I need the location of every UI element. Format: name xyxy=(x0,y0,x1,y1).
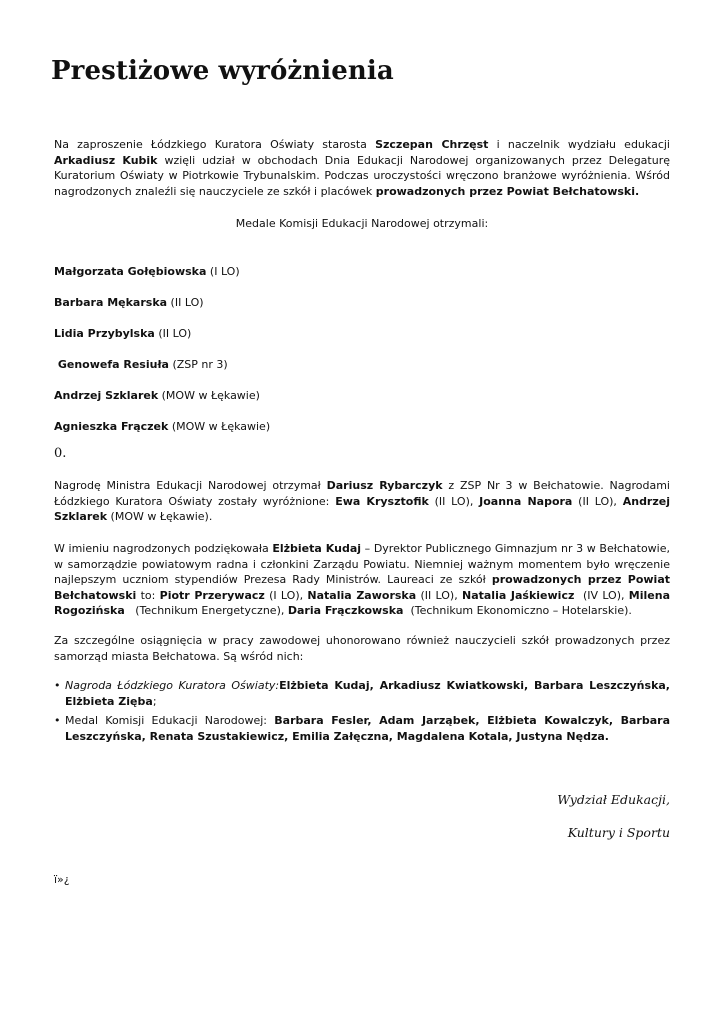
person-name: Andrzej Szklarek xyxy=(54,494,670,523)
text-run: W imieniu nagrodzonych podziękowała xyxy=(54,542,273,555)
medalist-school: (II LO) xyxy=(154,327,192,340)
medalist-name: Barbara Mękarska xyxy=(54,296,168,309)
medalist-name: Lidia Przybylska xyxy=(54,327,155,340)
text-run: to: xyxy=(136,588,160,602)
medalist-school: (MOW w Łękawie) xyxy=(168,420,271,433)
person-name: Natalia Jaśkiewicz xyxy=(462,588,575,602)
person-name: Szczepan Chrzęst xyxy=(375,138,489,151)
medals-heading: Medale Komisji Edukacji Narodowej otrzymali: xyxy=(235,217,489,230)
person-name: Ewa Krysztofik xyxy=(335,494,429,508)
text-run: Na zaproszenie Łódzkiego Kuratora Oświaty starosta xyxy=(54,138,376,151)
medalist-item xyxy=(54,357,228,372)
text-run: wzięli udział w obchodach Dnia Edukacji Narodowej organizowanych przez Delegaturę Kuratorium Oświaty w Piotrkowie Trybunalskim. Podczas uroczystości wręczono branżowe wyróżnienia. Wśród nagrodzonych znaleźli się nauczyciele ze szkół i placówek xyxy=(54,153,670,198)
award-names: Barbara Fesler, Adam Jarząbek, Elżbieta Kowalczyk, Barbara Leszczyńska, Renata Szustakiewicz, Emilia Załęczna, Magdalena Kotala, Justyna Nędza. xyxy=(65,714,670,743)
list-item xyxy=(54,678,670,709)
list-item xyxy=(54,713,670,744)
person-name: Joanna Napora xyxy=(479,494,573,508)
person-name: Daria Frączkowska xyxy=(287,604,404,617)
text-run: ; xyxy=(152,694,157,708)
text-run: (MOW w Łękawie). xyxy=(107,510,213,523)
text-run: (II LO), xyxy=(572,494,623,508)
medalist-item xyxy=(54,419,270,434)
medalist-item xyxy=(54,388,260,403)
text-run: Nagrodę Ministra Edukacji Narodowej otrzymał xyxy=(54,479,327,492)
text-run: (Technikum Ekonomiczno – Hotelarskie). xyxy=(403,604,632,617)
medalist-school: (ZSP nr 3) xyxy=(168,358,228,371)
text-run: z ZSP Nr 3 w Bełchatowie. Nagrodami Łódzkiego Kuratora Oświaty zostały wyróżnione: xyxy=(54,479,670,508)
medalist-school: (II LO) xyxy=(167,296,204,309)
bullet-icon: • xyxy=(54,679,61,692)
text-run: (Technikum Energetyczne), xyxy=(124,604,288,617)
stray-glyphs: ï»¿ xyxy=(54,873,70,886)
person-name: Elżbieta Kudaj xyxy=(272,542,362,555)
text-run: (II LO), xyxy=(416,588,462,602)
emphasis-text: prowadzonych przez Powiat Bełchatowski xyxy=(54,573,674,602)
award-names: Elżbieta Kudaj, Arkadiusz Kwiatkowski, Barbara Leszczyńska, Elżbieta Zięba xyxy=(65,679,670,708)
text-run: i naczelnik wydziału edukacji xyxy=(488,138,670,151)
person-name: Milena Rogozińska xyxy=(54,588,674,617)
stray-text: 0. xyxy=(54,446,67,461)
award-label: Nagroda Łódzkiego Kuratora Oświaty: xyxy=(65,679,280,692)
medalist-item xyxy=(54,264,240,279)
person-name: Natalia Zaworska xyxy=(307,588,417,602)
person-name: Piotr Przerywacz xyxy=(159,588,265,602)
text-run: (II LO), xyxy=(428,494,480,508)
signature-line-2: Kultury i Sportu xyxy=(567,825,670,840)
text-run: – Dyrektor Publicznego Gimnazjum nr 3 w Bełchatowie, w samorządzie powiatowym radna i członkini Zarządu Powiatu. Niemniej ważnym momentem było wręczenie najlepszym uczniom stypendiów Prezesa Rady Ministrów. Laureaci ze szkół xyxy=(54,542,674,586)
medalist-item xyxy=(54,326,191,341)
award-label: Medal Komisji Edukacji Narodowej: xyxy=(65,714,275,727)
thanks-paragraph xyxy=(54,541,674,619)
medalist-school: (I LO) xyxy=(206,265,240,278)
minister-paragraph xyxy=(54,478,670,525)
bullet-icon: • xyxy=(54,714,61,727)
text-run: (I LO), xyxy=(264,588,308,602)
person-name: Dariusz Rybarczyk xyxy=(326,479,443,492)
medalist-name: Agnieszka Frączek xyxy=(54,420,169,433)
page-title: Prestiżowe wyróżnienia xyxy=(51,56,394,86)
medalist-name: Genowefa Resiuła xyxy=(54,358,169,371)
medalist-name: Andrzej Szklarek xyxy=(54,389,159,402)
awards-list xyxy=(54,678,670,748)
medalist-item xyxy=(54,295,204,310)
medalist-name: Małgorzata Gołębiowska xyxy=(54,265,207,278)
text-run: (IV LO), xyxy=(574,588,629,602)
city-paragraph: Za szczególne osiągnięcia w pracy zawodowej uhonorowano również nauczycieli szkół prowadzonych przez samorząd miasta Bełchatowa. Są wśród nich: xyxy=(54,634,670,663)
medalist-school: (MOW w Łękawie) xyxy=(158,389,260,402)
intro-paragraph xyxy=(54,137,670,199)
signature-line-1: Wydział Edukacji, xyxy=(557,792,670,807)
emphasis-text: prowadzonych przez Powiat Bełchatowski. xyxy=(375,184,640,198)
person-name: Arkadiusz Kubik xyxy=(54,153,158,167)
